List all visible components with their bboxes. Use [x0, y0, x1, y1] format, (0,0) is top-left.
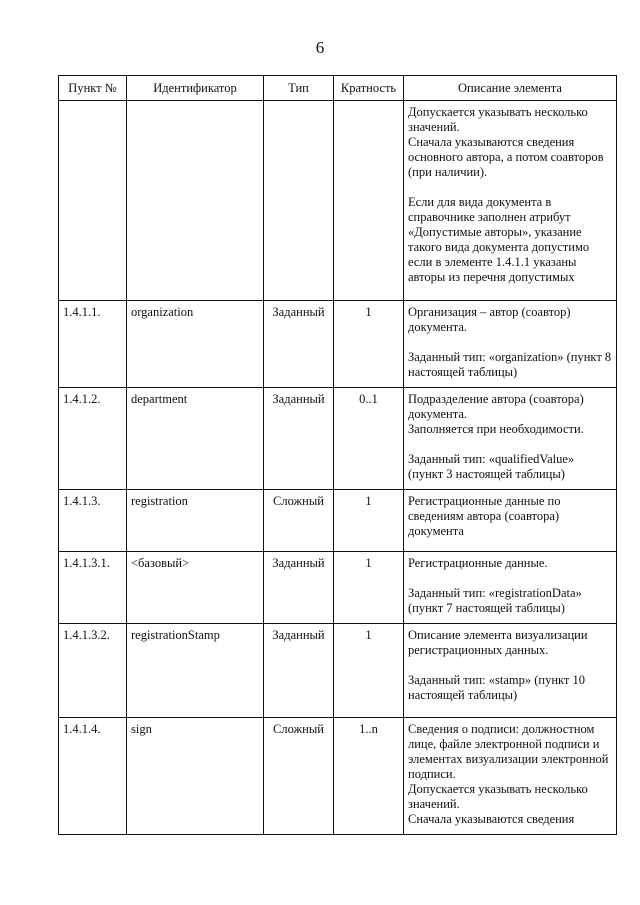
description-paragraph: Сведения о подписи: должностном лице, файле электронной подписи и элементах визуализации электронной подписи. Допускается указывать несколько значений. Сначала указываются сведения	[408, 722, 609, 826]
cell-multiplicity: 0..1	[334, 388, 404, 490]
cell-description	[404, 490, 617, 552]
cell-description	[404, 552, 617, 624]
cell-multiplicity: 1	[334, 490, 404, 552]
header-type: Тип	[264, 76, 334, 101]
cell-identifier	[127, 101, 264, 301]
table-row	[59, 490, 617, 552]
cell-identifier: registrationStamp	[127, 624, 264, 718]
cell-type: Заданный	[264, 301, 334, 388]
description-paragraph: Допускается указывать несколько значений. Сначала указываются сведения основного автора, а потом соавторов (при наличии).	[408, 105, 604, 179]
description-paragraph: Заданный тип: «registrationData» (пункт 7 настоящей таблицы)	[408, 586, 582, 615]
cell-description	[404, 718, 617, 835]
cell-multiplicity: 1..n	[334, 718, 404, 835]
cell-identifier: department	[127, 388, 264, 490]
cell-item-number	[59, 101, 127, 301]
description-paragraph: Если для вида документа в справочнике заполнен атрибут «Допустимые авторы», указание такого вида документа допустимо если в элементе 1.4.1.1 указаны авторы из перечня допустимых	[408, 195, 590, 284]
cell-identifier: registration	[127, 490, 264, 552]
cell-identifier: organization	[127, 301, 264, 388]
table-header-row	[59, 76, 617, 101]
cell-type: Заданный	[264, 388, 334, 490]
cell-item-number: 1.4.1.3.2.	[59, 624, 127, 718]
cell-item-number: 1.4.1.2.	[59, 388, 127, 490]
table-row	[59, 301, 617, 388]
description-paragraph: Организация – автор (соавтор) документа.	[408, 305, 571, 334]
header-description: Описание элемента	[404, 76, 617, 101]
header-item-number: Пункт №	[59, 76, 127, 101]
description-paragraph: Подразделение автора (соавтора) документа. Заполняется при необходимости.	[408, 392, 584, 436]
cell-type: Сложный	[264, 490, 334, 552]
description-paragraph: Заданный тип: «qualifiedValue» (пункт 3 настоящей таблицы)	[408, 452, 575, 481]
cell-multiplicity	[334, 101, 404, 301]
table-row	[59, 101, 617, 301]
cell-type: Заданный	[264, 624, 334, 718]
description-paragraph: Регистрационные данные по сведениям автора (соавтора) документа	[408, 494, 561, 538]
cell-identifier: <базовый>	[127, 552, 264, 624]
description-paragraph: Регистрационные данные.	[408, 556, 548, 570]
cell-multiplicity: 1	[334, 624, 404, 718]
description-paragraph: Заданный тип: «organization» (пункт 8 настоящей таблицы)	[408, 350, 612, 379]
cell-multiplicity: 1	[334, 301, 404, 388]
table-row	[59, 552, 617, 624]
cell-type: Сложный	[264, 718, 334, 835]
cell-item-number: 1.4.1.3.1.	[59, 552, 127, 624]
table-row	[59, 624, 617, 718]
header-multiplicity: Кратность	[334, 76, 404, 101]
element-spec-table	[58, 75, 617, 835]
table-row	[59, 718, 617, 835]
table-row	[59, 388, 617, 490]
cell-type	[264, 101, 334, 301]
cell-type: Заданный	[264, 552, 334, 624]
header-identifier: Идентификатор	[127, 76, 264, 101]
description-paragraph: Заданный тип: «stamp» (пункт 10 настоящей таблицы)	[408, 673, 586, 702]
cell-description	[404, 388, 617, 490]
cell-description	[404, 624, 617, 718]
cell-item-number: 1.4.1.1.	[59, 301, 127, 388]
cell-description	[404, 301, 617, 388]
cell-item-number: 1.4.1.4.	[59, 718, 127, 835]
description-paragraph: Описание элемента визуализации регистрационных данных.	[408, 628, 588, 657]
cell-identifier: sign	[127, 718, 264, 835]
cell-item-number: 1.4.1.3.	[59, 490, 127, 552]
cell-description	[404, 101, 617, 301]
page-number: 6	[315, 38, 325, 57]
cell-multiplicity: 1	[334, 552, 404, 624]
